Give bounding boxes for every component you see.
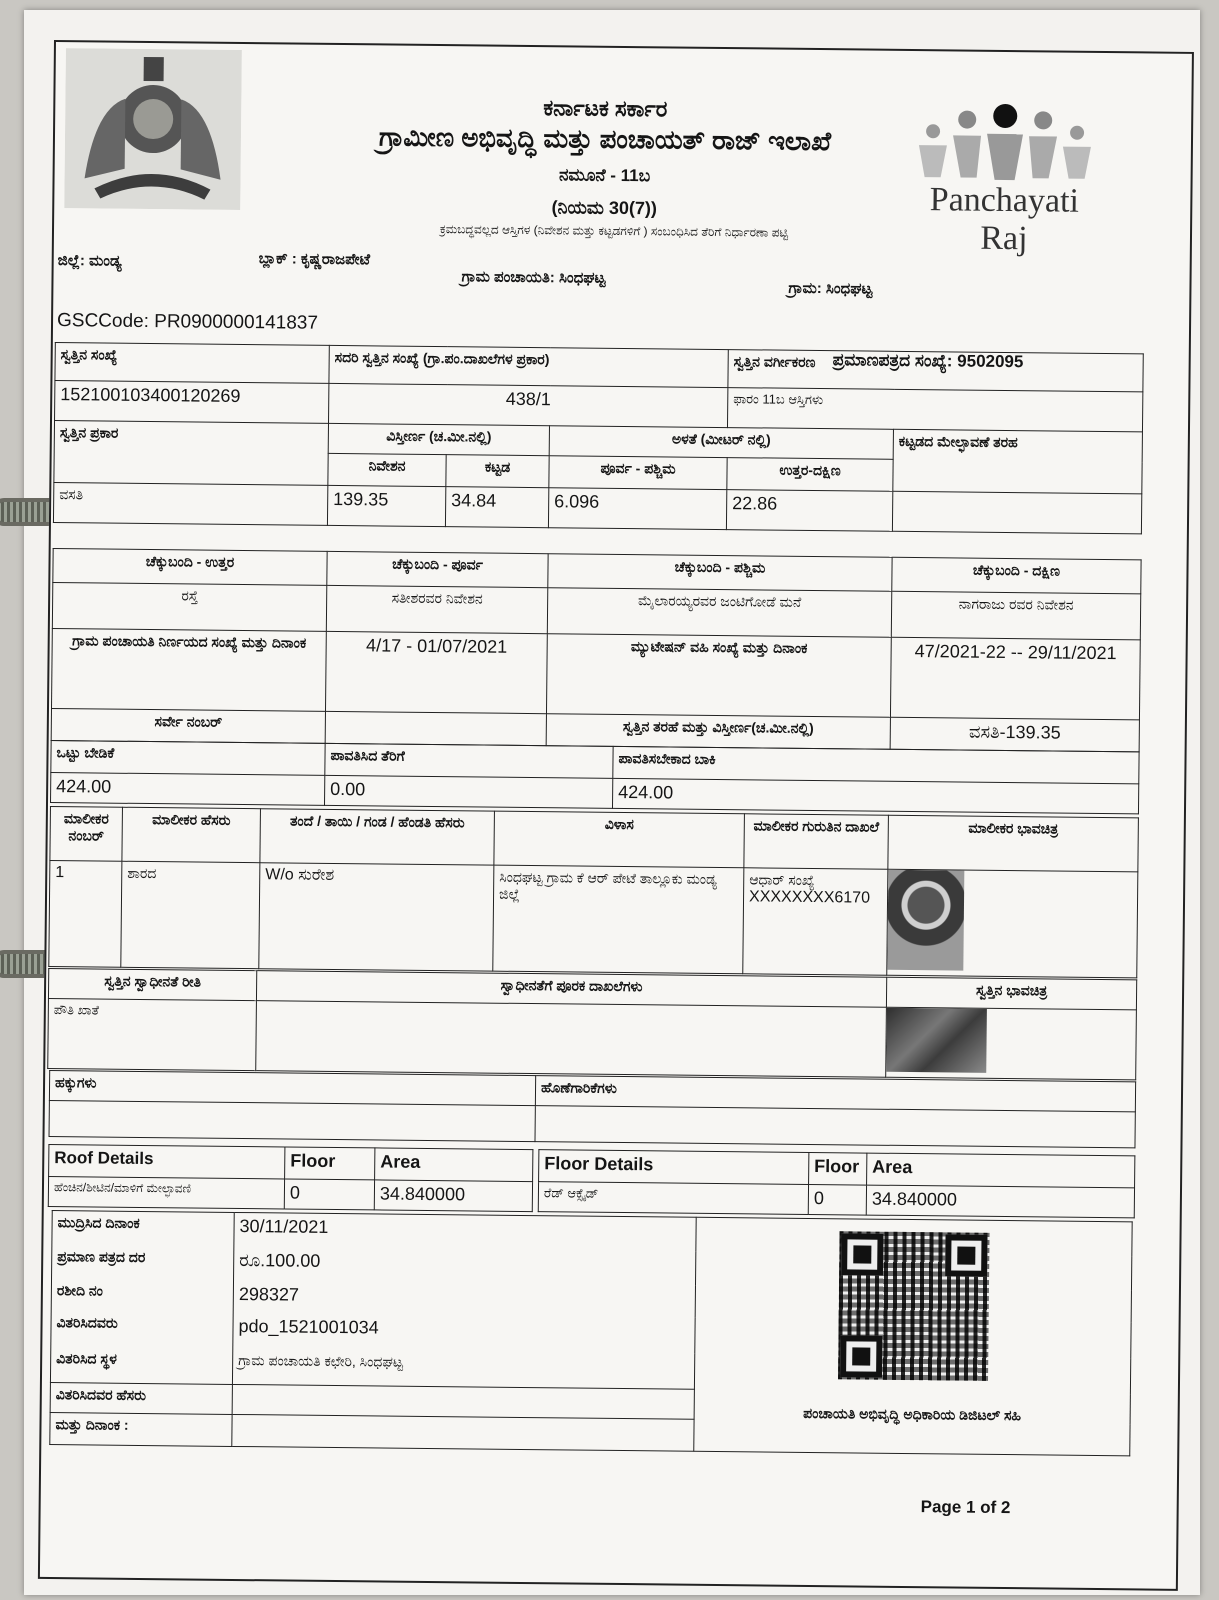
receipt-no-label: ರಶೀದಿ ನಂ bbox=[51, 1279, 233, 1313]
relation-header: ತಂದೆ / ತಾಯಿ / ಗಂಡ / ಹೆಂಡತಿ ಹೆಸರು bbox=[260, 809, 495, 865]
issuer: pdo_1521001034 bbox=[233, 1312, 695, 1353]
floor-floor: 0 bbox=[808, 1184, 866, 1215]
block: ಬ್ಲಾಕ್ : ಕೃಷ್ಣರಾಜಪೇಟೆ bbox=[258, 250, 371, 269]
property-photo-cell bbox=[886, 1007, 1137, 1080]
property-nature-label: ಸ್ವತ್ತಿನ ತರಹೆ ಮತ್ತು ವಿಸ್ತೀರ್ಣ(ಚ.ಮೀ.ನಲ್ಲಿ) bbox=[546, 714, 890, 750]
form-sheet bbox=[38, 40, 1194, 1591]
east-boundary-value: ಸತೀಶರವರ ನಿವೇಶನ bbox=[326, 585, 547, 633]
property-id-label: ಸ್ವತ್ತಿನ ಸಂಖ್ಯೆ bbox=[55, 343, 329, 384]
gram-panchayat: ಗ್ರಾಮ ಪಂಚಾಯತಿ: ಸಿಂಧಘಟ್ಟ bbox=[461, 268, 606, 287]
property-type-value: ವಸತಿ bbox=[53, 483, 327, 526]
print-date-label: ಮುದ್ರಿಸಿದ ದಿನಾಂಕ bbox=[52, 1211, 234, 1247]
owner-id-type: ಆಧಾರ್ ಸಂಖ್ಯೆ bbox=[749, 871, 815, 889]
roof-floor-header: Floor bbox=[285, 1147, 375, 1180]
tax-paid-value: 0.00 bbox=[325, 775, 613, 808]
building-area-value: 34.84 bbox=[445, 487, 548, 528]
property-type-label: ಸ್ವತ್ತಿನ ಪ್ರಕಾರ bbox=[54, 421, 329, 486]
ownership-table bbox=[47, 968, 1137, 1080]
karnataka-emblem-icon bbox=[64, 48, 242, 210]
village: ಗ್ರಾಮ: ಸಿಂಧಘಟ್ಟ bbox=[788, 279, 873, 298]
print-date: 30/11/2021 bbox=[234, 1212, 696, 1251]
govt-title: ಕರ್ನಾಟಕ ಸರ್ಕಾರ bbox=[543, 95, 668, 122]
liabilities-value bbox=[535, 1106, 1135, 1148]
roof-type-label: ಕಟ್ಟಡದ ಮೇಲ್ಛಾವಣೆ ತರಹ bbox=[893, 429, 1143, 494]
document-page bbox=[24, 10, 1200, 1595]
form-description: ಕ್ರಮಬದ್ಧವಲ್ಲದ ಆಸ್ತಿಗಳ (ನಿವೇಶನ ಮತ್ತು ಕಟ್ಟಡಗಳಿಗೆ ) ಸಂಬಂಧಿಸಿದ ತೆರಿಗೆ ನಿರ್ಧಾರಣಾ ಪಟ್ಟಿ bbox=[439, 222, 789, 240]
owner-photo-header: ಮಾಲೀಕರ ಭಾವಚಿತ್ರ bbox=[888, 815, 1139, 872]
tax-table bbox=[50, 740, 1140, 814]
rights-table bbox=[49, 1070, 1137, 1148]
total-demand-value: 424.00 bbox=[51, 773, 325, 806]
floor-details-title: Floor Details bbox=[539, 1150, 809, 1185]
mutation-label: ಮ್ಯುಟೇಷನ್ ವಹಿ ಸಂಖ್ಯೆ ಮತ್ತು ದಿನಾಂಕ bbox=[546, 634, 891, 718]
issue-place-label: ವಿತರಿಸಿದ ಸ್ಥಳ bbox=[50, 1347, 232, 1385]
balance-due-value: 424.00 bbox=[612, 778, 1138, 814]
east-west-value: 6.096 bbox=[548, 488, 726, 530]
issue-table bbox=[49, 1210, 1132, 1456]
total-demand-label: ಒಟ್ಟು ಬೇಡಿಕೆ bbox=[51, 741, 325, 776]
issuer-label: ವಿತರಿಸಿದವರು bbox=[51, 1311, 233, 1349]
property-class-value: ಫಾರಂ 11ಬ ಆಸ್ತಿಗಳು bbox=[727, 388, 1142, 432]
logo-text: Panchayati Raj bbox=[929, 181, 1080, 258]
supporting-docs-label: ಸ್ವಾಧೀನತೆಗೆ ಪೂರಕ ದಾಖಲೆಗಳು bbox=[256, 971, 886, 1008]
roof-floor: 0 bbox=[284, 1179, 374, 1210]
roof-type: ಹೆಂಚಿನ/ಶೀಟಿನ/ಮಾಳಿಗೆ ಮೇಲ್ಛಾವಣಿ bbox=[48, 1177, 284, 1209]
roof-type-value bbox=[892, 491, 1141, 534]
supporting-docs-value bbox=[256, 1001, 887, 1078]
property-photo bbox=[886, 1008, 987, 1073]
north-boundary-label: ಚೆಕ್ಕುಬಂದಿ - ಉತ್ತರ bbox=[53, 549, 327, 586]
north-south-label: ಉತ್ತರ-ದಕ್ಷಿಣ bbox=[727, 458, 893, 492]
owner-relation: W/o ಸುರೇಶ bbox=[259, 863, 494, 971]
receipt-no: 298327 bbox=[233, 1280, 695, 1317]
certificate-number: ಪ್ರಮಾಣಪತ್ರದ ಸಂಖ್ಯೆ: 9502095 bbox=[832, 350, 1024, 372]
owner-name: ಶಾರದ bbox=[121, 861, 260, 968]
floor-area: 34.840000 bbox=[866, 1185, 1134, 1218]
east-west-label: ಪೂರ್ವ - ಪಶ್ಚಿಮ bbox=[549, 456, 727, 490]
owner-id-header: ಮಾಲೀಕರ ಗುರುತಿನ ದಾಖಲೆ bbox=[744, 814, 889, 870]
roof-details-table bbox=[48, 1144, 534, 1212]
south-boundary-label: ಚೆಕ್ಕುಬಂದಿ - ದಕ್ಷಿಣ bbox=[892, 557, 1141, 594]
floor-floor-header: Floor bbox=[809, 1152, 867, 1185]
dimension-label: ಅಳತೆ (ಮೀಟರ್ ನಲ್ಲಿ) bbox=[549, 426, 893, 460]
certificate-fee-label: ಪ್ರಮಾಣ ಪತ್ರದ ದರ bbox=[52, 1245, 234, 1281]
liabilities-label: ಹೊಣೆಗಾರಿಕೆಗಳು bbox=[535, 1076, 1135, 1112]
rights-value bbox=[49, 1101, 535, 1142]
owner-name-header: ಮಾಲೀಕರ ಹೆಸರು bbox=[122, 807, 261, 862]
balance-due-label: ಪಾವತಿಸಬೇಕಾದ ಬಾಕಿ bbox=[613, 746, 1139, 784]
tax-paid-label: ಪಾವತಿಸಿದ ತೆರಿಗೆ bbox=[325, 743, 613, 778]
owner-table bbox=[48, 806, 1139, 978]
recipient-name-value bbox=[232, 1384, 694, 1419]
floor-details-table bbox=[538, 1149, 1136, 1218]
rule-number: (ನಿಯಮ 30(7)) bbox=[551, 197, 658, 219]
boundaries-table bbox=[51, 548, 1142, 752]
form-number: ನಮೂನೆ - 11ಬ bbox=[558, 165, 651, 186]
owner-no-header: ಮಾಲೀಕರ ನಂಬರ್ bbox=[50, 807, 123, 862]
signature-cell bbox=[694, 1217, 1132, 1456]
page-number: Page 1 of 2 bbox=[920, 1497, 1011, 1518]
survey-number-value bbox=[325, 711, 546, 745]
property-photo-label: ಸ್ವತ್ತಿನ ಭಾವಚಿತ್ರ bbox=[886, 977, 1136, 1010]
address-header: ವಿಳಾಸ bbox=[494, 811, 745, 868]
department-title: ಗ್ರಾಮೀಣ ಅಭಿವೃದ್ಧಿ ಮತ್ತು ಪಂಚಾಯತ್ ರಾಜ್ ಇಲಾಖೆ bbox=[378, 121, 832, 157]
gp-property-no-label: ಸದರಿ ಸ್ವತ್ತಿನ ಸಂಖ್ಯೆ (ಗ್ರಾ.ಪಂ.ದಾಖಲೆಗಳ ಪ್ರಕಾರ) bbox=[329, 345, 728, 387]
people-icon bbox=[905, 101, 1106, 183]
site-area-value: 139.35 bbox=[327, 485, 445, 526]
site-label: ನಿವೇಶನ bbox=[328, 453, 446, 486]
ownership-mode-value: ಪೌತಿ ಖಾತೆ bbox=[48, 998, 257, 1070]
roof-details-title: Roof Details bbox=[49, 1145, 285, 1179]
resolution-value: 4/17 - 01/07/2021 bbox=[325, 631, 547, 713]
survey-number-label: ಸರ್ವೇ ನಂಬರ್ bbox=[51, 709, 325, 744]
digital-signature-label: ಪಂಚಾಯತಿ ಅಭಿವೃದ್ಧಿ ಅಧಿಕಾರಿಯ ಡಿಜಿಟಲ್ ಸಹಿ bbox=[803, 1404, 1022, 1424]
recipient-date-label: ಮತ್ತು ದಿನಾಂಕ : bbox=[50, 1413, 232, 1447]
north-south-value: 22.86 bbox=[726, 490, 892, 532]
floor-area-header: Area bbox=[867, 1153, 1135, 1188]
floor-type: ರೆಡ್ ಆಕ್ಸೈಡ್ bbox=[538, 1182, 808, 1215]
district: ಜಿಲ್ಲೆ: ಮಂಡ್ಯ bbox=[57, 252, 122, 270]
owner-photo bbox=[887, 870, 964, 971]
mutation-value: 47/2021-22 -- 29/11/2021 bbox=[890, 637, 1140, 720]
panchayati-raj-logo bbox=[904, 101, 1105, 258]
roof-area: 34.840000 bbox=[374, 1180, 532, 1212]
issue-place: ಗ್ರಾಮ ಪಂಚಾಯತಿ ಕಛೇರಿ, ಸಿಂಧಘಟ್ಟ bbox=[232, 1348, 694, 1389]
roof-area-header: Area bbox=[375, 1148, 533, 1182]
gsc-code: GSCCode: PR0900000141837 bbox=[56, 310, 319, 334]
gp-property-no-value: 438/1 bbox=[329, 383, 728, 427]
resolution-label: ಗ್ರಾಮ ಪಂಚಾಯತಿ ನಿರ್ಣಯದ ಸಂಖ್ಯೆ ಮತ್ತು ದಿನಾಂಕ bbox=[51, 629, 326, 712]
south-boundary-value: ನಾಗರಾಜು ರವರ ನಿವೇಶನ bbox=[891, 591, 1140, 640]
ownership-mode-label: ಸ್ವತ್ತಿನ ಸ್ವಾಧೀನತೆ ರೀತಿ bbox=[48, 968, 256, 1000]
east-boundary-label: ಚೆಕ್ಕುಬಂದಿ - ಪೂರ್ವ bbox=[327, 551, 548, 587]
property-id-value: 152100103400120269 bbox=[55, 381, 329, 424]
building-label: ಕಟ್ಟಡ bbox=[446, 455, 549, 488]
west-boundary-label: ಚೆಕ್ಕುಬಂದಿ - ಪಶ್ಚಿಮ bbox=[548, 554, 892, 592]
owner-address: ಸಿಂಧಘಟ್ಟ ಗ್ರಾಮ ಕೆ ಆರ್ ಪೇಟೆ ತಾಲ್ಲೂಕು ಮಂಡ್ಯ ಜಿಲ್ಲೆ bbox=[493, 865, 744, 974]
qr-code-icon bbox=[838, 1231, 990, 1381]
owner-no: 1 bbox=[49, 861, 122, 968]
property-table bbox=[53, 342, 1144, 534]
owner-id-value: XXXXXXXX6170 bbox=[748, 888, 871, 907]
certificate-fee: ರೂ.100.00 bbox=[234, 1246, 696, 1285]
recipient-name-label: ವಿತರಿಸಿದವರ ಹೆಸರು bbox=[50, 1383, 232, 1415]
area-label: ವಿಸ್ತೀರ್ಣ (ಚ.ಮೀ.ನಲ್ಲಿ) bbox=[328, 423, 549, 455]
owner-photo-cell bbox=[887, 869, 1138, 978]
rights-label: ಹಕ್ಕುಗಳು bbox=[49, 1071, 535, 1106]
property-class-label: ಸ್ವತ್ತಿನ ವರ್ಗೀಕರಣ bbox=[728, 350, 1143, 392]
property-nature-value: ವಸತಿ-139.35 bbox=[890, 717, 1139, 752]
owner-id bbox=[743, 868, 888, 976]
recipient-date-value bbox=[232, 1414, 694, 1451]
west-boundary-value: ಮೈಲಾರಯ್ಯರವರ ಜಂಟಿಗೋಡೆ ಮನೆ bbox=[547, 588, 891, 638]
north-boundary-value: ರಸ್ತೆ bbox=[52, 583, 326, 632]
